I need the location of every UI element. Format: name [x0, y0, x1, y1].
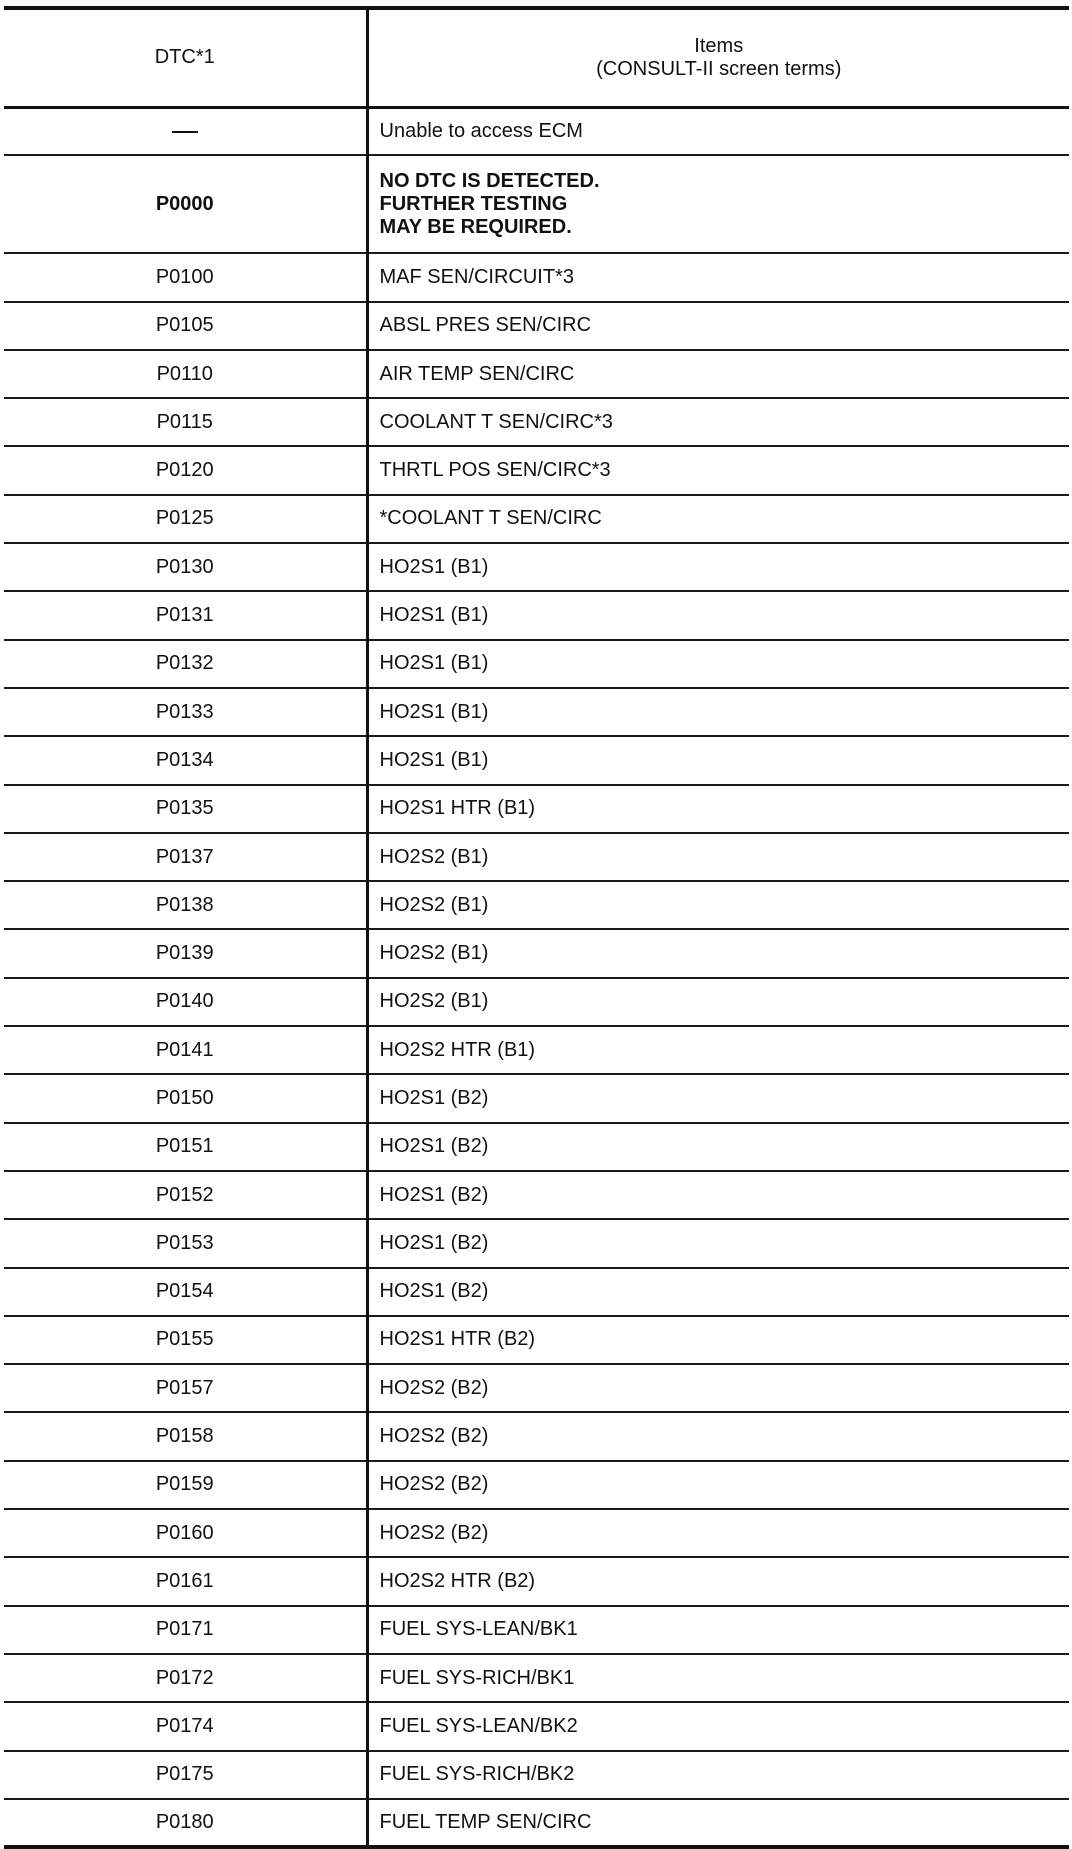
table-row — [4, 1316, 1069, 1364]
item-cell — [367, 155, 1069, 253]
dtc-cell: P0180 — [4, 1799, 367, 1847]
item-cell: HO2S1 (B1) — [367, 543, 1069, 591]
dtc-cell: P0131 — [4, 591, 367, 639]
dtc-cell: P0172 — [4, 1654, 367, 1702]
table-row — [4, 1074, 1069, 1122]
item-cell: HO2S2 (B2) — [367, 1509, 1069, 1557]
header-items — [367, 8, 1069, 107]
dtc-cell: P0000 — [4, 155, 367, 253]
table-row — [4, 881, 1069, 929]
dtc-cell: P0132 — [4, 640, 367, 688]
item-cell: HO2S1 HTR (B2) — [367, 1316, 1069, 1364]
table-row — [4, 1702, 1069, 1750]
dtc-cell: P0137 — [4, 833, 367, 881]
dtc-cell: P0110 — [4, 350, 367, 398]
item-cell: HO2S1 (B2) — [367, 1171, 1069, 1219]
item-cell: FUEL SYS-RICH/BK2 — [367, 1751, 1069, 1799]
table-row — [4, 688, 1069, 736]
item-cell: HO2S1 HTR (B1) — [367, 785, 1069, 833]
dtc-cell: P0139 — [4, 929, 367, 977]
item-cell: FUEL SYS-RICH/BK1 — [367, 1654, 1069, 1702]
table-row — [4, 929, 1069, 977]
dtc-cell: P0161 — [4, 1557, 367, 1605]
dtc-cell — [4, 107, 367, 155]
item-cell: Unable to access ECM — [367, 107, 1069, 155]
table-row — [4, 495, 1069, 543]
item-cell: COOLANT T SEN/CIRC*3 — [367, 398, 1069, 446]
dtc-table — [4, 6, 1069, 1849]
dtc-cell: P0140 — [4, 978, 367, 1026]
item-cell: HO2S1 (B2) — [367, 1268, 1069, 1316]
dtc-cell: P0100 — [4, 253, 367, 301]
dtc-cell: P0153 — [4, 1219, 367, 1267]
item-cell: HO2S2 (B2) — [367, 1412, 1069, 1460]
dtc-cell: P0151 — [4, 1123, 367, 1171]
item-cell: AIR TEMP SEN/CIRC — [367, 350, 1069, 398]
dtc-cell: P0120 — [4, 446, 367, 494]
table-row — [4, 253, 1069, 301]
dtc-cell: P0171 — [4, 1606, 367, 1654]
table-row — [4, 1123, 1069, 1171]
table-row — [4, 1219, 1069, 1267]
dtc-cell: P0157 — [4, 1364, 367, 1412]
item-line: MAY BE REQUIRED. — [379, 215, 572, 238]
item-cell: HO2S1 (B2) — [367, 1074, 1069, 1122]
table-row — [4, 1026, 1069, 1074]
item-cell: HO2S2 (B2) — [367, 1364, 1069, 1412]
item-cell: HO2S1 (B1) — [367, 591, 1069, 639]
table-row — [4, 107, 1069, 155]
table-row — [4, 398, 1069, 446]
table-row — [4, 1557, 1069, 1605]
dtc-cell: P0125 — [4, 495, 367, 543]
table-row — [4, 785, 1069, 833]
dtc-cell: P0115 — [4, 398, 367, 446]
item-cell: FUEL TEMP SEN/CIRC — [367, 1799, 1069, 1847]
dtc-cell: P0105 — [4, 302, 367, 350]
item-cell: HO2S2 (B1) — [367, 881, 1069, 929]
dtc-cell: P0152 — [4, 1171, 367, 1219]
dash-glyph — [172, 131, 198, 133]
table-row — [4, 350, 1069, 398]
item-cell: HO2S2 (B1) — [367, 978, 1069, 1026]
item-line: FURTHER TESTING — [379, 192, 568, 215]
dtc-cell: P0155 — [4, 1316, 367, 1364]
item-cell: HO2S2 (B1) — [367, 929, 1069, 977]
table-row — [4, 1268, 1069, 1316]
table-header-row — [4, 8, 1069, 107]
dtc-cell: P0174 — [4, 1702, 367, 1750]
item-line: NO DTC IS DETECTED. — [379, 169, 600, 192]
dtc-cell: P0175 — [4, 1751, 367, 1799]
table-row — [4, 1171, 1069, 1219]
dtc-cell: P0160 — [4, 1509, 367, 1557]
item-cell: FUEL SYS-LEAN/BK1 — [367, 1606, 1069, 1654]
dtc-cell: P0141 — [4, 1026, 367, 1074]
header-items-line2: (CONSULT-II screen terms) — [596, 57, 842, 80]
table-row — [4, 302, 1069, 350]
table-row — [4, 1751, 1069, 1799]
header-items-line1: Items — [694, 34, 744, 57]
item-cell: FUEL SYS-LEAN/BK2 — [367, 1702, 1069, 1750]
dtc-cell: P0150 — [4, 1074, 367, 1122]
table-row — [4, 446, 1069, 494]
table-row — [4, 1412, 1069, 1460]
dtc-cell: P0154 — [4, 1268, 367, 1316]
item-cell: HO2S2 HTR (B1) — [367, 1026, 1069, 1074]
table-row — [4, 833, 1069, 881]
dtc-cell: P0133 — [4, 688, 367, 736]
table-row — [4, 543, 1069, 591]
item-cell: *COOLANT T SEN/CIRC — [367, 495, 1069, 543]
item-cell: HO2S1 (B2) — [367, 1219, 1069, 1267]
table-row — [4, 591, 1069, 639]
table-row — [4, 640, 1069, 688]
table-row — [4, 1606, 1069, 1654]
item-cell: HO2S1 (B1) — [367, 640, 1069, 688]
table-row — [4, 736, 1069, 784]
table-row — [4, 155, 1069, 253]
item-cell: HO2S2 (B2) — [367, 1461, 1069, 1509]
item-cell: HO2S1 (B1) — [367, 736, 1069, 784]
item-cell: THRTL POS SEN/CIRC*3 — [367, 446, 1069, 494]
table-row — [4, 1509, 1069, 1557]
table-row — [4, 978, 1069, 1026]
dtc-cell: P0138 — [4, 881, 367, 929]
item-cell: MAF SEN/CIRCUIT*3 — [367, 253, 1069, 301]
table-row — [4, 1461, 1069, 1509]
dtc-cell: P0134 — [4, 736, 367, 784]
dtc-cell: P0159 — [4, 1461, 367, 1509]
header-dtc: DTC*1 — [4, 8, 367, 107]
table-row — [4, 1364, 1069, 1412]
item-cell: ABSL PRES SEN/CIRC — [367, 302, 1069, 350]
item-cell: HO2S2 (B1) — [367, 833, 1069, 881]
dtc-cell: P0135 — [4, 785, 367, 833]
item-cell: HO2S1 (B1) — [367, 688, 1069, 736]
item-cell: HO2S2 HTR (B2) — [367, 1557, 1069, 1605]
table-row — [4, 1654, 1069, 1702]
item-cell: HO2S1 (B2) — [367, 1123, 1069, 1171]
dtc-cell: P0130 — [4, 543, 367, 591]
dtc-cell: P0158 — [4, 1412, 367, 1460]
